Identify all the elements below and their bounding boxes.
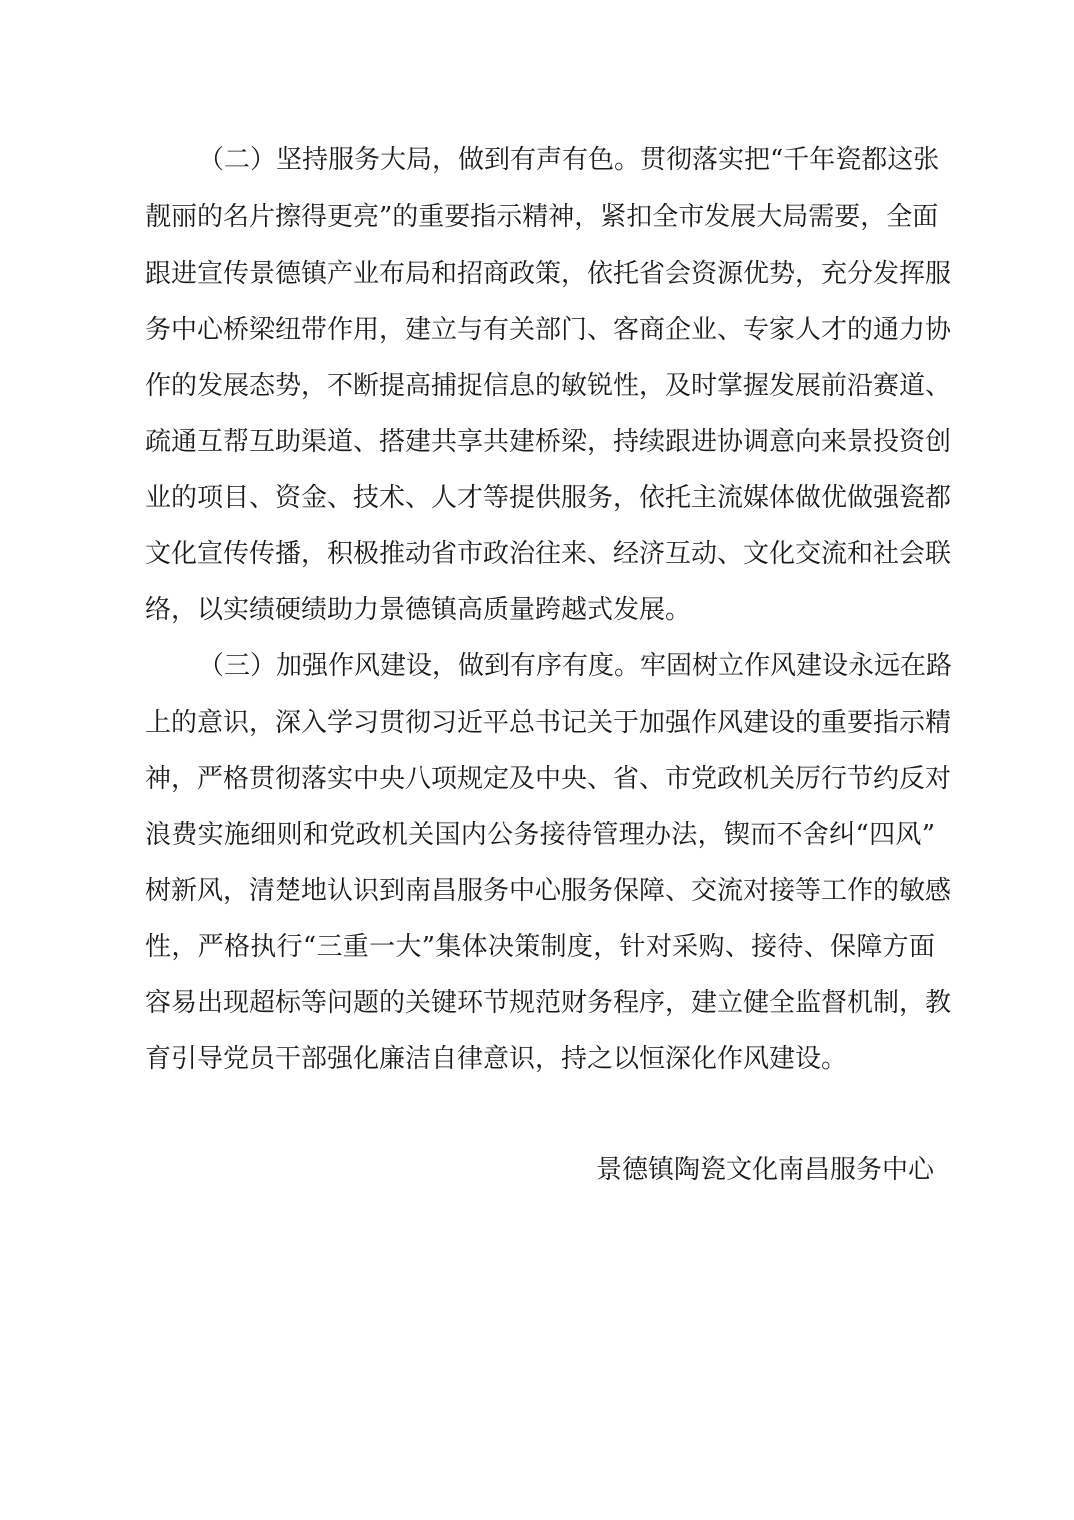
paragraph-3-line-1: （三）加强作风建设，做到有序有度。牢固树立作风建设永远在路 — [198, 651, 953, 681]
paragraph-3-line-2: 上的意识，深入学习贯彻习近平总书记关于加强作风建设的重要指示精 — [145, 708, 952, 738]
paragraph-2-line-6: 疏通互帮互助渠道、搭建共享共建桥梁，持续跟进协调意向来景投资创 — [145, 427, 952, 457]
paragraph-3-line-4: 浪费实施细则和党政机关国内公务接待管理办法，锲而不舍纠“四风” — [145, 820, 935, 850]
paragraph-2-line-4: 务中心桥梁纽带作用，建立与有关部门、客商企业、专家人才的通力协 — [145, 315, 952, 345]
signature-organization: 景德镇陶瓷文化南昌服务中心 — [595, 1155, 934, 1185]
paragraph-3-line-8: 育引导党员干部强化廉洁自律意识，持之以恒深化作风建设。 — [145, 1044, 848, 1074]
paragraph-2-line-9: 络，以实绩硬绩助力景德镇高质量跨越式发展。 — [145, 595, 692, 625]
paragraph-2-line-7: 业的项目、资金、技术、人才等提供服务，依托主流媒体做优做强瓷都 — [145, 483, 952, 513]
paragraph-3-line-6: 性，严格执行“三重一大”集体决策制度，针对采购、接待、保障方面 — [145, 932, 935, 962]
paragraph-3-line-3: 神，严格贯彻落实中央八项规定及中央、省、市党政机关厉行节约反对 — [145, 764, 952, 794]
paragraph-3-line-5: 树新风，清楚地认识到南昌服务中心服务保障、交流对接等工作的敏感 — [145, 876, 952, 906]
paragraph-2-line-2: 靓丽的名片擦得更亮”的重要指示精神，紧扣全市发展大局需要，全面 — [145, 202, 939, 232]
paragraph-2-line-5: 作的发展态势，不断提高捕捉信息的敏锐性，及时掌握发展前沿赛道、 — [145, 371, 952, 401]
paragraph-2-line-8: 文化宣传传播，积极推动省市政治往来、经济互动、文化交流和社会联 — [145, 539, 952, 569]
paragraph-2-line-1: （二）坚持服务大局，做到有声有色。贯彻落实把“千年瓷都这张 — [198, 145, 940, 175]
paragraph-2-line-3: 跟进宣传景德镇产业布局和招商政策，依托省会资源优势，充分发挥服 — [145, 259, 952, 289]
paragraph-3-line-7: 容易出现超标等问题的关键环节规范财务程序，建立健全监督机制，教 — [145, 988, 952, 1018]
